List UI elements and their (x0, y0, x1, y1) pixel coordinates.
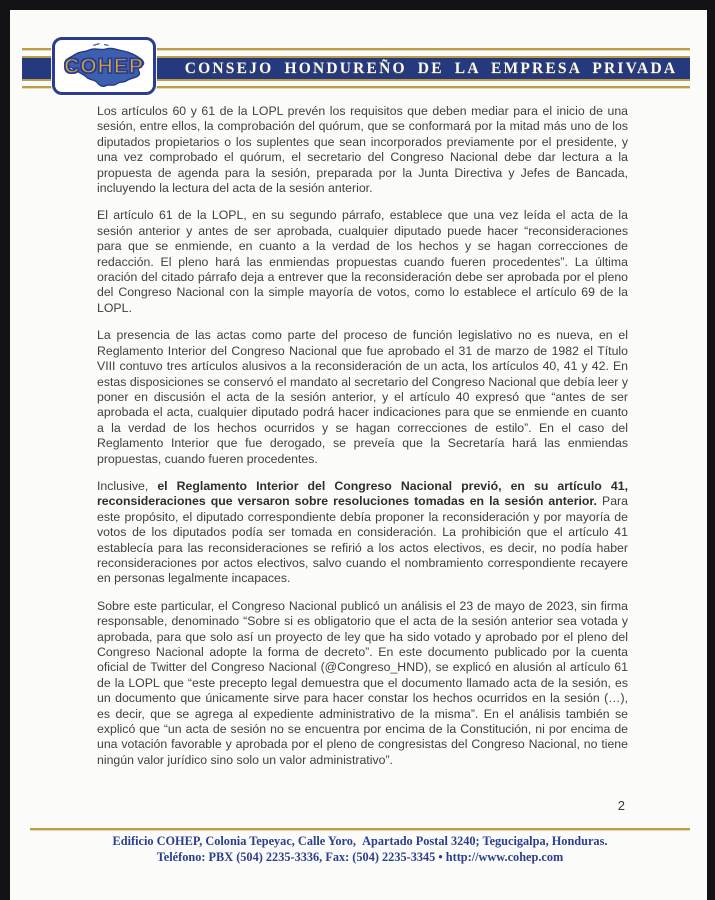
page-number: 2 (617, 798, 625, 813)
footer-contact: Teléfono: PBX (504) 2235-3336, Fax: (504) 2235-3345 • http://www.cohep.com (156, 850, 564, 864)
document-body (97, 104, 628, 780)
organization-name: CONSEJO HONDUREÑO DE LA EMPRESA PRIVADA (184, 59, 678, 77)
footer-rule (30, 828, 690, 830)
cohep-logo (52, 37, 156, 95)
paragraph: Sobre este particular, el Congreso Nacional publicó un análisis el 23 de mayo de 2023, sin firma responsable, denominado “Sobre si es obligatorio que el acta de la sesión anterior sea votada y aprobada, para que solo así un proyecto de ley que ha sido votado y aprobado por el pleno del Congreso Nacional adopte la forma de decreto”. En este documento publicado por la cuenta oficial de Twitter del Congreso Nacional (@Congreso_HND), se explicó en alusión al artículo 61 de la LOPL que “este precepto legal demuestra que el documento llamado acta de la sesión, es un documento que únicamente sirve para hacer constar los hechos ocurridos en la sesión (…), es decir, que se agrega al expediente administrativo de la misma”. En el análisis también se explicó que “un acta de sesión no se encuentra por encima de la Constitución, ni por encima de una votación favorable y aprobada por el pleno de congresistas del Congreso Nacional, no tiene ningún valor jurídico sino solo un valor administrativo”. (97, 598, 628, 767)
paragraph: Inclusive, el Reglamento Interior del Congreso Nacional previó, en su artículo 41, reconsideraciones que versaron sobre resoluciones tomadas en la sesión anterior. Para este propósito, el diputado correspondiente debía proponer la reconsideración y por mayoría de votos de los diputados podía ser tomada en consideración. La prohibición que el artículo 41 establecía para las reconsideraciones se refirió a los actos electivos, es decir, no podía haber reconsideraciones por actos electivos, salvo cuando el nombramiento correspondiente recayere en personas legalmente incapaces. (97, 478, 628, 586)
page (10, 10, 707, 900)
footer-address: Edificio COHEP, Colonia Tepeyac, Calle Yoro, Apartado Postal 3240; Tegucigalpa, Honduras. (112, 834, 608, 848)
paragraph: El artículo 61 de la LOPL, en su segundo párrafo, establece que una vez leída el acta de la sesión anterior y antes de ser aprobada, cualquier diputado puede hacer “reconsideraciones para que se enmiende, en cuanto a la verdad de los hechos y se hagan correcciones de redacción. El pleno hará las enmiendas propuestas cuando fueren procedentes”. La última oración del citado párrafo deja a entrever que la reconsideración debe ser aprobada por el pleno del Congreso Nacional con la simple mayoría de votos, como lo establece el artículo 69 de la LOPL. (97, 208, 628, 315)
paragraph: Los artículos 60 y 61 de la LOPL prevén los requisitos que deben mediar para el inicio de una sesión, entre ellos, la comprobación del quórum, que se conformará por la mitad más uno de los diputados propietarios o los suplentes que sean incorporados previamente por el presidente, y una vez comprobado el quórum, el secretario del Congreso Nacional debe dar lectura a la propuesta de agenda para la sesión, preparada por la Junta Directiva y Jefes de Bancada, incluyendo la lectura del acta de la sesión anterior. (97, 104, 628, 196)
logo-wordmark: COHEP (64, 55, 144, 78)
paragraph: La presencia de las actas como parte del proceso de función legislativo no es nueva, en el Reglamento Interior del Congreso Nacional que fue aprobado el 31 de marzo de 1982 el Título VIII contuvo tres artículos alusivos a la reconsideración de un acta, los artículos 40, 41 y 42. En estas disposiciones se conservó el mandato al secretario del Congreso Nacional que debía leer y poner en discusión el acta de la sesión anterior, y el artículo 40 expresó que “antes de ser aprobada el acta, cualquier diputado podrá hacer indicaciones para que se enmiende en cuanto a la verdad de los hechos ocurridos y se hagan correcciones de estilo”. En el caso del Reglamento Interior que fue derogado, se preveía que la Secretaría hará las enmiendas propuestas, cuando fueren procedentes. (97, 328, 628, 466)
